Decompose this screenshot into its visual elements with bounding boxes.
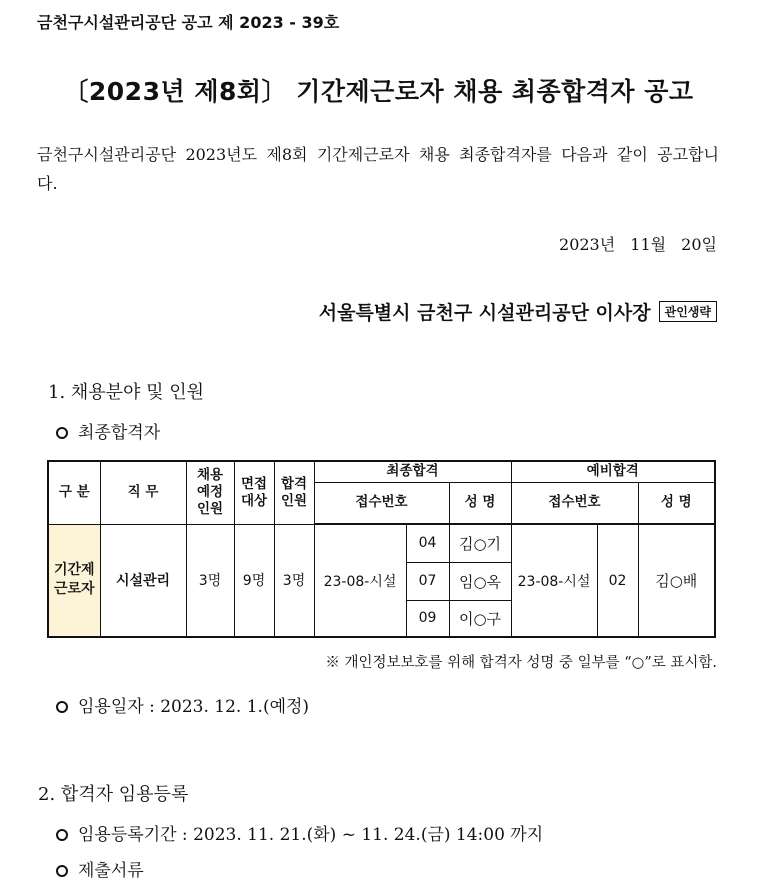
- header-planned-label: 채용 예정 인원: [196, 467, 224, 518]
- header-reserve-receipt: 접수번호: [511, 482, 638, 524]
- cell-final-no: 07: [406, 562, 449, 600]
- header-passed-label: 합격 인원: [280, 475, 308, 509]
- cell-passed: 3명: [274, 524, 314, 637]
- section-2-heading: 2. 합격자 임용등록: [38, 784, 189, 805]
- privacy-note: ※ 개인정보보호를 위해 합격자 성명 중 일부를 “○”로 표시함.: [325, 655, 717, 671]
- header-reserve-name: 성 명: [638, 482, 715, 524]
- required-documents-text: 제출서류: [78, 861, 144, 881]
- section-1-heading: 1. 채용분야 및 인원: [48, 382, 205, 403]
- cell-interview: 9명: [234, 524, 274, 637]
- header-interview-label: 면접 대상: [240, 475, 268, 509]
- cell-final-no: 04: [406, 524, 449, 562]
- registration-period-text: 임용등록기간 : 2023. 11. 21.(화) ~ 11. 24.(금) 14:00 까지: [78, 825, 544, 845]
- header-reserve: 예비합격: [511, 461, 715, 482]
- announcement-date: 2023년 11월 20일: [559, 235, 717, 254]
- appointment-date: [56, 692, 309, 717]
- intro-paragraph: 금천구시설관리공단 2023년도 제8회 기간제근로자 채용 최종합격자를 다음과 같이 공고합니다.: [37, 145, 719, 193]
- finalists-subheading-label: 최종합격자: [78, 423, 161, 443]
- header-job: 직 무: [100, 461, 186, 524]
- cell-final-name: 김○기: [449, 524, 511, 562]
- issuer-name: 서울특별시 금천구 시설관리공단 이사장: [318, 302, 651, 324]
- cell-final-no: 09: [406, 600, 449, 637]
- document-number: 금천구시설관리공단 공고 제 2023 - 39호: [37, 13, 340, 32]
- header-passed: [274, 461, 314, 524]
- header-final-receipt: 접수번호: [314, 482, 449, 524]
- issuer-line: [319, 298, 717, 325]
- cell-final-name: 이○구: [449, 600, 511, 637]
- cell-reserve-no: 02: [597, 524, 638, 637]
- cell-final-prefix: 23-08-시설: [314, 524, 406, 637]
- appointment-date-text: 임용일자 : 2023. 12. 1.(예정): [78, 697, 310, 717]
- cell-reserve-name: 김○배: [638, 524, 715, 637]
- header-final: 최종합격: [314, 461, 511, 482]
- circle-bullet-icon: [56, 427, 68, 439]
- circle-bullet-icon: [56, 701, 68, 713]
- cell-reserve-prefix: 23-08-시설: [511, 524, 597, 637]
- cell-job: 시설관리: [100, 524, 186, 637]
- circle-bullet-icon: [56, 865, 68, 877]
- cell-final-name: 임○옥: [449, 562, 511, 600]
- hiring-table: [47, 460, 716, 638]
- required-documents: [56, 856, 144, 881]
- header-category: 구 분: [48, 461, 100, 524]
- registration-period: [56, 820, 543, 845]
- header-planned: [186, 461, 234, 524]
- page-title: 〔2023년 제8회〕 기간제근로자 채용 최종합격자 공고: [63, 77, 694, 106]
- finalists-subheading: [56, 418, 160, 443]
- circle-bullet-icon: [56, 829, 68, 841]
- header-final-name: 성 명: [449, 482, 511, 524]
- header-interview: [234, 461, 274, 524]
- seal-omitted-badge: 관인생략: [659, 301, 717, 322]
- cell-planned: 3명: [186, 524, 234, 637]
- cell-category-text: 기간제 근로자: [53, 562, 95, 598]
- cell-category: [48, 524, 100, 637]
